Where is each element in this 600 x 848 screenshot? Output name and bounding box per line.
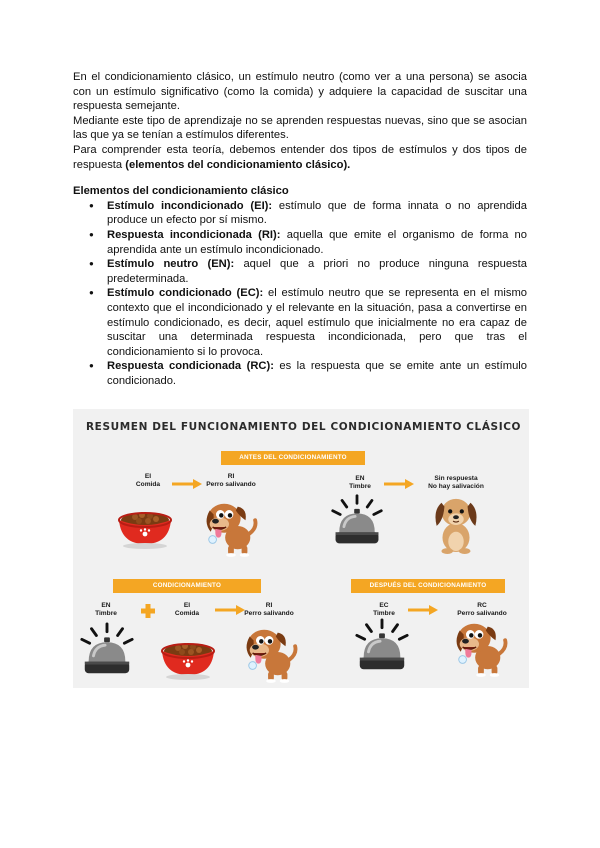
label-ri-perro — [244, 602, 293, 618]
label-code: RI — [265, 602, 273, 609]
paragraph-3 — [73, 143, 527, 172]
element-term: Respuesta condicionada (RC): — [107, 360, 274, 373]
element-term: Respuesta incondicionada (RI): — [107, 228, 281, 241]
label-ei-comida — [175, 602, 199, 618]
paragraph-1: En el condicionamiento clásico, un estímulo neutro (como ver a una persona) se asocia con un estímulo significativo (como la comida) y adquiere la capacidad de suscitar una respuesta semejante. — [73, 71, 527, 113]
bell-icon — [78, 621, 136, 679]
arrow-icon — [172, 479, 202, 489]
label-code: EI — [144, 473, 152, 480]
list-item — [73, 286, 527, 359]
banner-during: CONDICIONAMIENTO — [113, 579, 261, 593]
label-name: Comida — [135, 481, 161, 488]
bell-icon — [329, 493, 385, 549]
element-desc: el estímulo neutro que se representa en el mismo contexto que el incondicionado y el relevante en la situación, pasa a convertirse en estímulo condicionado, es decir, aquel estímulo que inicialmente no era capaz de suscitar una determinada respuesta incondicionada, pero que tras el condicionamiento si lo provoca. — [107, 287, 527, 358]
label-name: Timbre — [95, 610, 117, 617]
food-bowl-icon — [115, 504, 175, 550]
element-desc: aquella que emite el organismo de forma no aprendida ante un estímulo incondicionado. — [107, 228, 527, 256]
plus-icon — [141, 604, 155, 618]
salivating-dog-icon — [241, 621, 299, 683]
banner-before: ANTES DEL CONDICIONAMIENTO — [221, 451, 365, 465]
label-ec-timbre — [373, 602, 395, 618]
label-code: EI — [183, 602, 191, 609]
element-desc: estímulo que de forma innata o no aprendida produce un efecto por sí mismo. — [107, 199, 527, 227]
label-name: Comida — [174, 610, 200, 617]
label-code: RC — [477, 602, 487, 609]
label-code: EN — [101, 602, 111, 609]
label-en-timbre — [95, 602, 117, 618]
label-code: Sin respuesta — [434, 475, 478, 482]
salivating-dog-icon — [201, 495, 259, 557]
label-name: Perro salivando — [206, 481, 256, 488]
paragraph-3-bold: (elementos del condicionamiento clásico). — [125, 158, 351, 171]
label-name: No hay salivación — [428, 483, 484, 490]
element-desc: aquel que a priori no produce ninguna respuesta predeterminada. — [107, 258, 527, 285]
label-name: Perro salivando — [457, 610, 507, 617]
element-term: Estímulo condicionado (EC): — [107, 287, 264, 300]
element-term: Estímulo incondicionado (EI): — [107, 199, 273, 212]
food-bowl-icon — [158, 635, 218, 681]
label-code: RI — [227, 473, 235, 480]
paragraph-2: Mediante este tipo de aprendizaje no se aprenden respuestas nuevas, sino que se asocian las que ya se tenían a estímulos diferentes. — [73, 114, 527, 142]
bell-icon — [353, 617, 411, 675]
label-ei-comida — [136, 473, 160, 489]
sitting-dog-icon — [427, 493, 485, 555]
conditioning-infographic — [73, 409, 529, 688]
list-item — [73, 359, 527, 388]
label-name: Perro salivando — [244, 610, 294, 617]
document-text — [73, 70, 527, 388]
arrow-icon — [408, 605, 438, 615]
label-en-timbre — [349, 475, 371, 491]
label-code: EC — [379, 602, 389, 609]
list-item — [73, 257, 527, 286]
section-title: Elementos del condicionamiento clásico — [73, 185, 289, 198]
label-name: Timbre — [373, 610, 395, 617]
element-term: Estímulo neutro (EN): — [107, 258, 235, 271]
list-item — [73, 199, 527, 228]
label-ri-perro — [206, 473, 255, 489]
elements-list — [73, 199, 527, 389]
arrow-icon — [215, 605, 245, 615]
label-code: EN — [355, 475, 365, 482]
element-desc: es la respuesta que se emite ante un estímulo condicionado. — [107, 360, 527, 387]
list-item — [73, 228, 527, 257]
label-name: Timbre — [349, 483, 371, 490]
banner-after: DESPUÉS DEL CONDICIONAMIENTO — [351, 579, 505, 593]
infographic-title: RESUMEN DEL FUNCIONAMIENTO DEL CONDICIONAMIENTO CLÁSICO — [86, 421, 522, 433]
paragraph-3-text: Para comprender esta teoría, debemos entender dos tipos de estímulos y dos tipos de respuesta — [73, 143, 527, 171]
salivating-dog-icon — [451, 615, 509, 677]
label-no-response — [428, 475, 484, 491]
arrow-icon — [384, 479, 414, 489]
